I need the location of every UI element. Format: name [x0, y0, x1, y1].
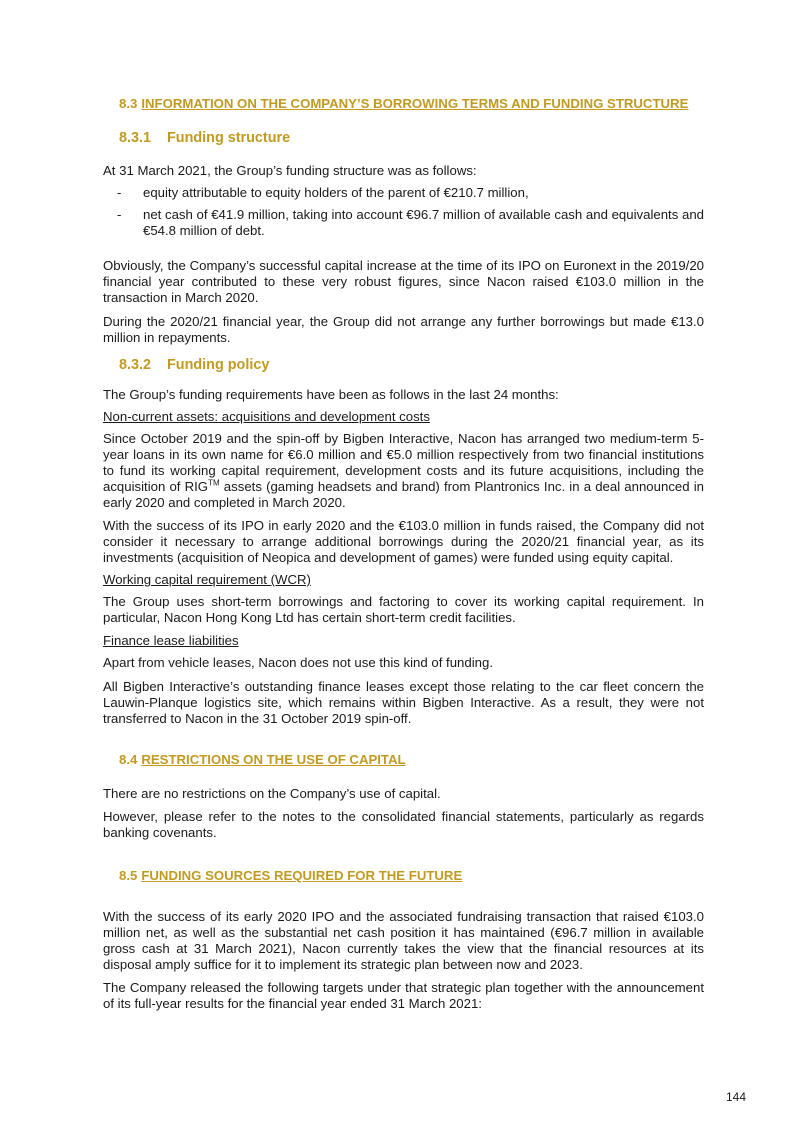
- paragraph: There are no restrictions on the Company’s use of capital.: [103, 786, 441, 801]
- paragraph: Obviously, the Company’s successful capital increase at the time of its IPO on Euronext in the 2019/20 financial year contributed to these very robust figures, since Nacon raised €103.0 million in the transaction in March 2020.: [103, 258, 704, 305]
- funding-structure-list: [103, 185, 704, 239]
- paragraph: With the success of its IPO in early 2020 and the €103.0 million in funds raised, the Company did not consider it necessary to arrange additional borrowings during the 2020/21 financial year, as its investments (acquisition of Neopica and development of games) were funded using equity capital.: [103, 518, 704, 565]
- paragraph: Since October 2019 and the spin-off by Bigben Interactive, Nacon has arranged two medium-term 5-year loans in its own name for €6.0 million and €5.0 million respectively from two financial institutions to fund its working capital requirement, development costs and its future acquisitions, including the acquisition of RIG™ assets (gaming headsets and brand) from Plantronics Inc. in a deal announced in early 2020 and completed in March 2020.: [103, 431, 704, 510]
- paragraph: With the success of its early 2020 IPO and the associated fundraising transaction that raised €103.0 million net, as well as the substantial net cash position it has maintained (€96.7 million in available gross cash at 31 March 2021), Nacon currently takes the view that the financial resources at its disposal amply suffice for it to implement its strategic plan between now and 2023.: [103, 909, 704, 972]
- subsection-title: Funding policy: [167, 357, 270, 373]
- subsection-number: 8.3.1: [119, 130, 152, 146]
- noncurrent-assets-heading: Non-current assets: acquisitions and development costs: [103, 409, 430, 424]
- section-number: 8.3: [119, 96, 138, 111]
- section-heading-8-3: [103, 95, 704, 113]
- section-number: 8.5: [119, 868, 138, 883]
- paragraph: The Group uses short-term borrowings and factoring to cover its working capital requirement. In particular, Nacon Hong Kong Ltd has certain short-term credit facilities.: [103, 594, 704, 625]
- paragraph: All Bigben Interactive’s outstanding finance leases except those relating to the car fleet concern the Lauwin-Planque logistics site, which remains within Bigben Interactive. As a result, they were not transferred to Nacon in the 31 October 2019 spin-off.: [103, 679, 704, 726]
- page-number: 144: [725, 1090, 746, 1104]
- paragraph: However, please refer to the notes to the consolidated financial statements, particularly as regards banking covenants.: [103, 809, 704, 840]
- subsection-number: 8.3.2: [119, 357, 152, 373]
- finance-lease-heading: Finance lease liabilities: [103, 633, 239, 648]
- section-title: FUNDING SOURCES REQUIRED FOR THE FUTURE: [141, 868, 463, 883]
- funding-policy-intro: The Group’s funding requirements have been as follows in the last 24 months:: [103, 387, 559, 402]
- trademark-superscript: TM: [208, 478, 220, 488]
- paragraph: Apart from vehicle leases, Nacon does not use this kind of funding.: [103, 655, 493, 670]
- section-heading-8-4: [103, 751, 704, 769]
- subsection-title: Funding structure: [167, 130, 291, 146]
- list-item: - net cash of €41.9 million, taking into account €96.7 million of available cash and equivalents and €54.8 million of debt.: [117, 207, 704, 238]
- document-page: [103, 92, 704, 1012]
- list-item: - equity attributable to equity holders of the parent of €210.7 million,: [117, 185, 529, 200]
- paragraph: The Company released the following targets under that strategic plan together with the announcement of its full-year results for the financial year ended 31 March 2021:: [103, 980, 704, 1011]
- section-heading-8-5: [103, 867, 704, 885]
- funding-structure-intro: At 31 March 2021, the Group’s funding structure was as follows:: [103, 163, 477, 178]
- wcr-heading: Working capital requirement (WCR): [103, 572, 311, 587]
- subsection-heading-8-3-2: [119, 356, 704, 374]
- paragraph: During the 2020/21 financial year, the Group did not arrange any further borrowings but made €13.0 million in repayments.: [103, 314, 704, 345]
- section-title: RESTRICTIONS ON THE USE OF CAPITAL: [141, 752, 406, 767]
- subsection-heading-8-3-1: [119, 129, 704, 147]
- section-title: INFORMATION ON THE COMPANY’S BORROWING TERMS AND FUNDING STRUCTURE: [141, 96, 689, 111]
- section-number: 8.4: [119, 752, 138, 767]
